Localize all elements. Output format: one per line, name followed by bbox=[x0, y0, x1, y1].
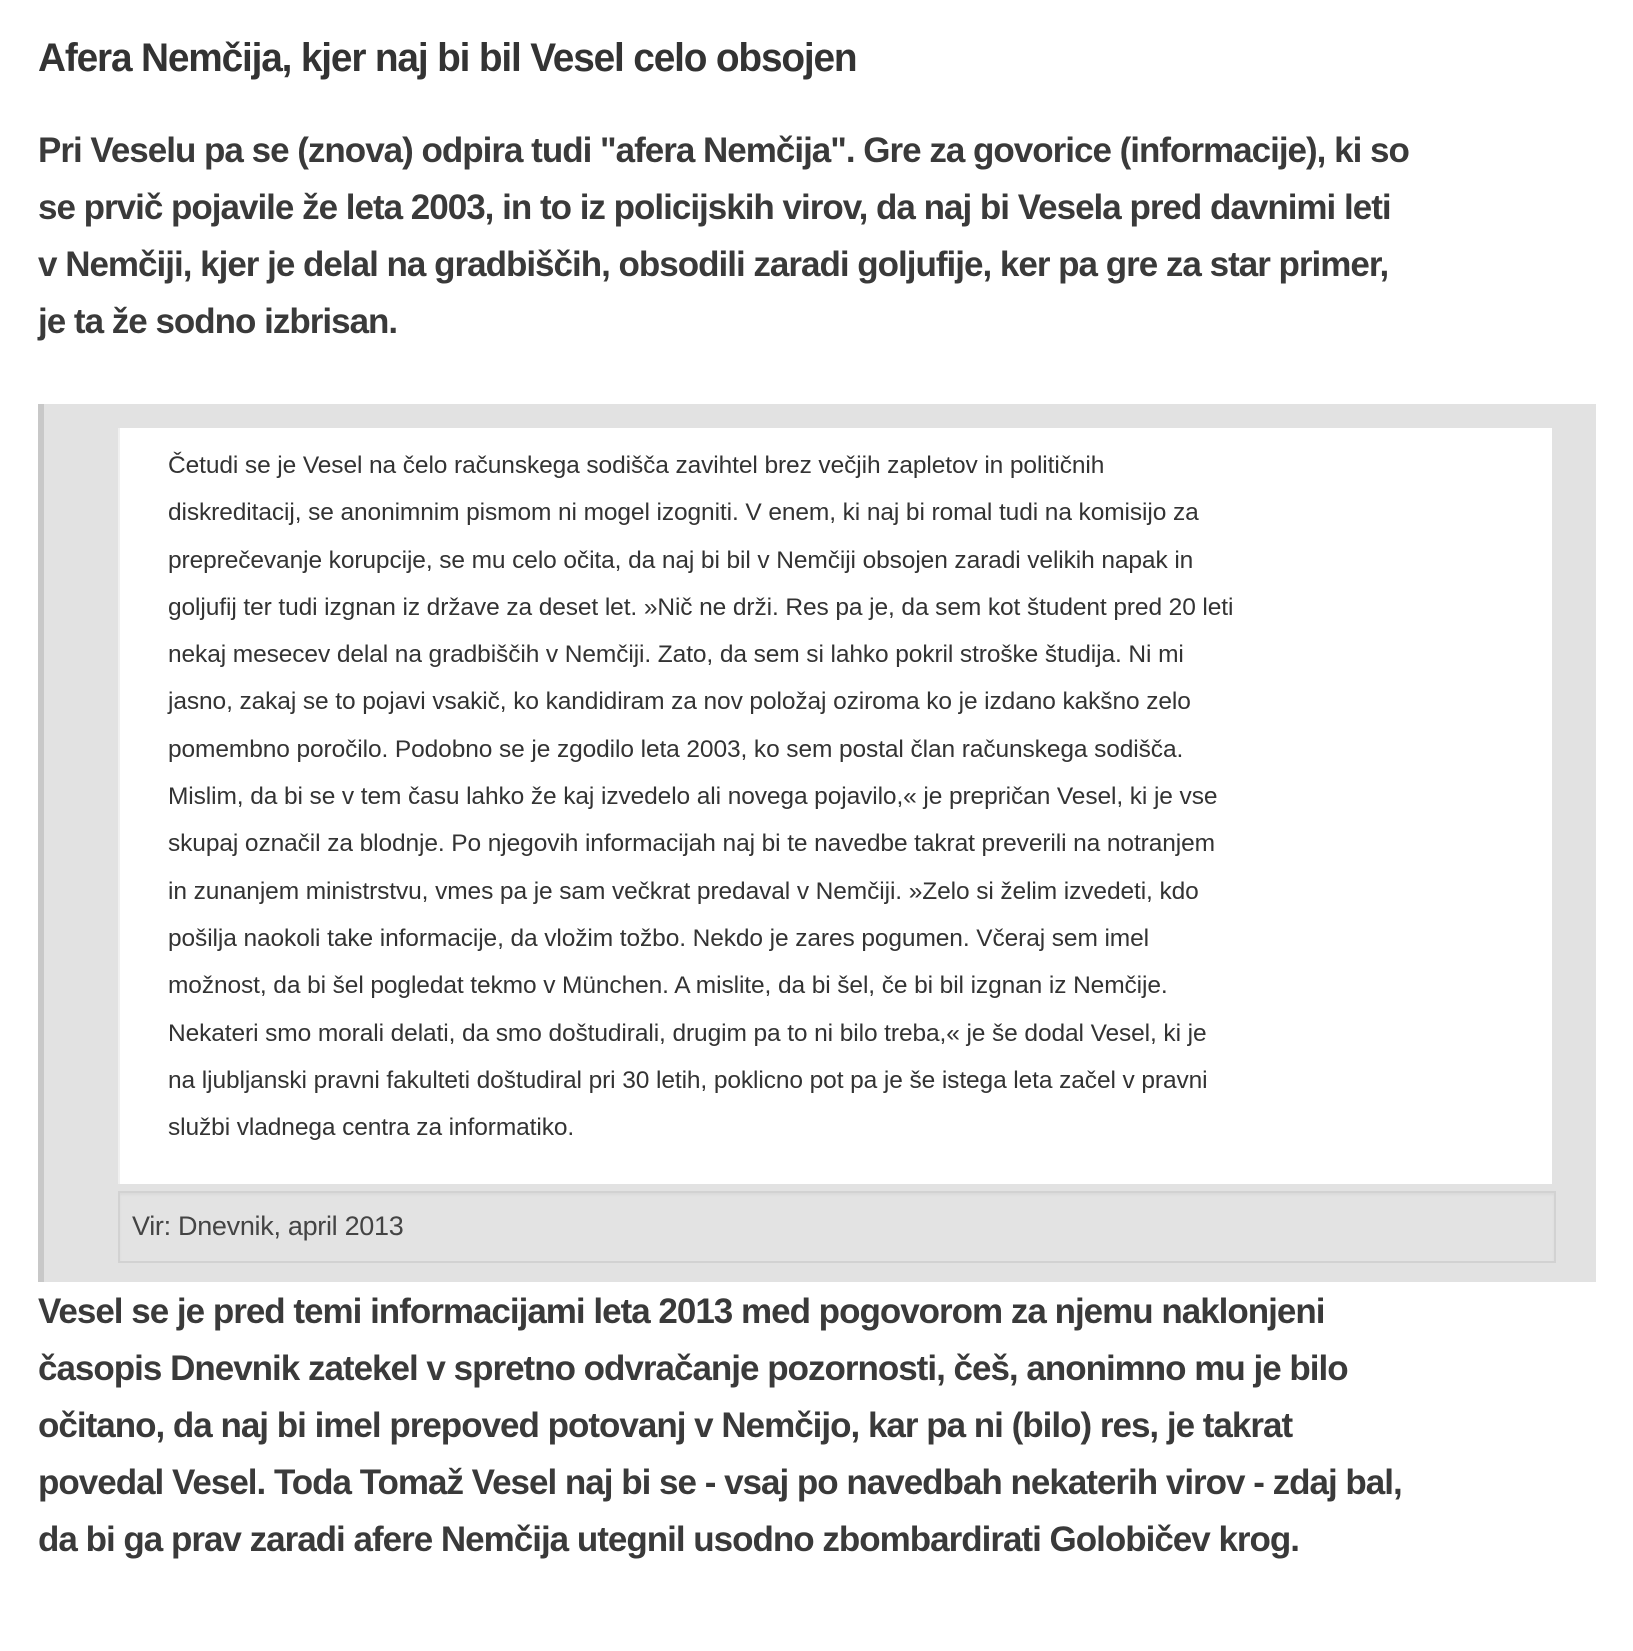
quote-body bbox=[118, 428, 1552, 1184]
quote-block bbox=[38, 404, 1596, 1282]
quote-line: preprečevanje korupcije, se mu celo očita, da naj bi bil v Nemčiji obsojen zaradi velikih napak in bbox=[168, 546, 1194, 574]
paragraph-line: Vesel se je pred temi informacijami leta 2013 med pogovorom za njemu naklonjeni bbox=[38, 1292, 1325, 1331]
paragraph-line: Pri Veselu pa se (znova) odpira tudi "afera Nemčija". Gre za govorice (informacije), ki so bbox=[38, 131, 1409, 170]
quote-line: Nekateri smo morali delati, da smo doštudirali, drugim pa to ni bilo treba,« je še dodal Vesel, ki je bbox=[168, 1019, 1207, 1047]
quote-line: na ljubljanski pravni fakulteti doštudiral pri 30 letih, poklicno pot pa je še istega leta začel v pravni bbox=[168, 1066, 1208, 1094]
quote-line: diskreditacij, se anonimnim pismom ni mogel izogniti. V enem, ki naj bi romal tudi na komisijo za bbox=[168, 499, 1199, 527]
quote-line: pomembno poročilo. Podobno se je zgodilo leta 2003, ko sem postal član računskega sodišča. bbox=[168, 735, 1184, 763]
quote-line: pošilja naokoli take informacije, da vložim tožbo. Nekdo je zares pogumen. Včeraj sem imel bbox=[168, 924, 1149, 952]
paragraph-line: v Nemčiji, kjer je delal na gradbiščih, obsodili zaradi goljufije, ker pa gre za star primer, bbox=[38, 245, 1389, 284]
quote-source-bar bbox=[118, 1191, 1556, 1263]
quote-line: nekaj mesecev delal na gradbiščih v Nemčiji. Zato, da sem si lahko pokril stroške študija. Ni mi bbox=[168, 641, 1184, 669]
paragraph-line: je ta že sodno izbrisan. bbox=[38, 302, 398, 341]
quote-source: Vir: Dnevnik, april 2013 bbox=[132, 1211, 404, 1241]
paragraph-line: povedal Vesel. Toda Tomaž Vesel naj bi se - vsaj po navedbah nekaterih virov - zdaj bal, bbox=[38, 1463, 1402, 1502]
closing-paragraph bbox=[38, 1283, 1598, 1568]
quote-line: goljufij ter tudi izgnan iz države za deset let. »Nič ne drži. Res pa je, da sem kot študent pred 20 leti bbox=[168, 593, 1234, 621]
quote-line: Mislim, da bi se v tem času lahko že kaj izvedelo ali novega pojavilo,« je prepričan Vesel, ki je vse bbox=[168, 783, 1218, 811]
paragraph-line: časopis Dnevnik zatekel v spretno odvračanje pozornosti, češ, anonimno mu je bilo bbox=[38, 1349, 1348, 1388]
quote-line: in zunanjem ministrstvu, vmes pa je sam večkrat predaval v Nemčiji. »Zelo si želim izvedeti, kdo bbox=[168, 877, 1199, 905]
quote-line: možnost, da bi šel pogledat tekmo v München. A mislite, da bi šel, če bi bil izgnan iz Nemčije. bbox=[168, 972, 1168, 1000]
paragraph-line: se prvič pojavile že leta 2003, in to iz policijskih virov, da naj bi Vesela pred davnimi leti bbox=[38, 188, 1391, 227]
quote-line: skupaj označil za blodnje. Po njegovih informacijah naj bi te navedbe takrat preverili na notranjem bbox=[168, 830, 1215, 858]
quote-text bbox=[168, 442, 1233, 1151]
quote-line: Četudi se je Vesel na čelo računskega sodišča zavihtel brez večjih zapletov in političnih bbox=[168, 452, 1105, 479]
article-heading: Afera Nemčija, kjer naj bi bil Vesel celo obsojen bbox=[38, 36, 857, 80]
paragraph-line: da bi ga prav zaradi afere Nemčija utegnil usodno zbombardirati Golobičev krog. bbox=[38, 1520, 1300, 1559]
quote-line: jasno, zakaj se to pojavi vsakič, ko kandidiram za nov položaj oziroma ko je izdano kakšno zelo bbox=[168, 688, 1191, 716]
paragraph-line: očitano, da naj bi imel prepoved potovanj v Nemčijo, kar pa ni (bilo) res, je takrat bbox=[38, 1406, 1293, 1445]
intro-paragraph bbox=[38, 122, 1598, 350]
quote-line: službi vladnega centra za informatiko. bbox=[168, 1114, 575, 1142]
